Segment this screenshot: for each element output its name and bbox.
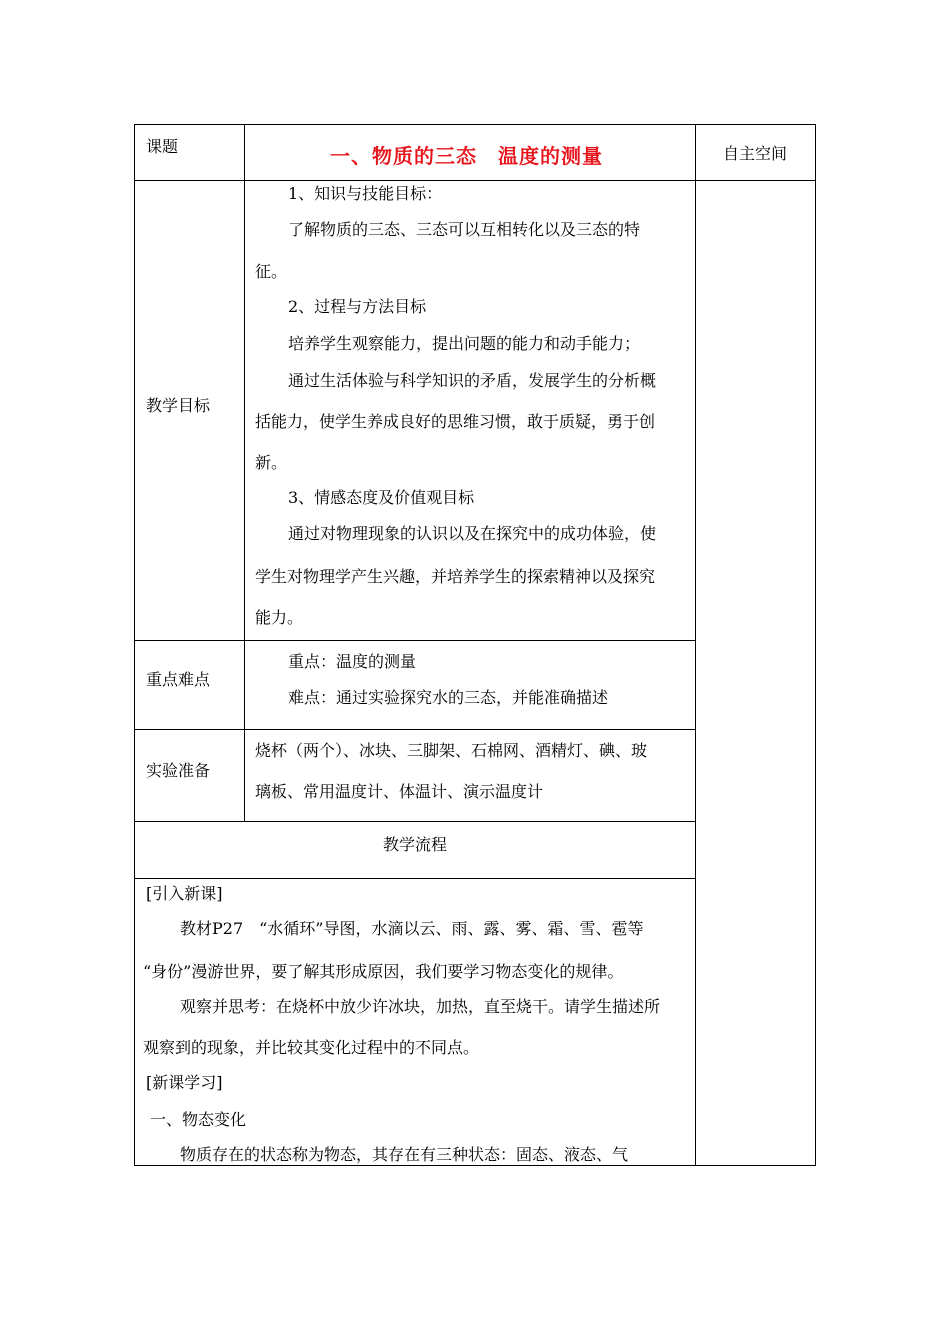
experiment-line: 烧杯（两个）、冰块、三脚架、石棉网、酒精灯、碘、玻: [255, 741, 648, 760]
row-divider-3: [134, 729, 696, 730]
objectives-line: 学生对物理学产生兴趣，并培养学生的探索精神以及探究: [255, 567, 656, 586]
process-line: 观察到的现象，并比较其变化过程中的不同点。: [143, 1038, 480, 1057]
objectives-line: 2、过程与方法目标: [288, 297, 427, 316]
topic-label: 课题: [146, 137, 179, 156]
process-line: “身份”漫游世界，要了解其形成原因，我们要学习物态变化的规律。: [143, 962, 624, 981]
experiment-line: 璃板、常用温度计、体温计、演示温度计: [255, 782, 544, 801]
process-line: 教材P27 “水循环”导图，水滴以云、雨、露、雾、霜、雪、雹等: [180, 919, 644, 938]
table-border-top: [134, 124, 816, 125]
objectives-label: 教学目标: [146, 396, 211, 415]
key-point-line: 难点：通过实验探究水的三态，并能准确描述: [288, 688, 609, 707]
table-border-bottom: [134, 1165, 816, 1166]
lesson-title: 一、物质的三态 温度的测量: [330, 144, 603, 168]
key-point-line: 重点：温度的测量: [288, 652, 417, 671]
process-heading: 教学流程: [383, 835, 448, 854]
section-intro-heading: [引入新课]: [146, 884, 223, 903]
objectives-line: 3、情感态度及价值观目标: [288, 488, 475, 507]
objectives-line: 能力。: [255, 608, 304, 627]
column-divider-2: [695, 124, 696, 1166]
subsection-heading: 一、物态变化: [150, 1110, 247, 1129]
objectives-line: 征。: [255, 262, 288, 281]
process-line: 观察并思考：在烧杯中放少许冰块，加热，直至烧干。请学生描述所: [180, 997, 661, 1016]
process-line: 物质存在的状态称为物态，其存在有三种状态：固态、液态、气: [180, 1145, 629, 1164]
row-divider-4: [134, 821, 696, 822]
objectives-line: 1、知识与技能目标：: [288, 184, 443, 203]
objectives-line: 了解物质的三态、三态可以互相转化以及三态的特: [288, 220, 641, 239]
key-points-label: 重点难点: [146, 670, 211, 689]
table-border-left: [134, 124, 135, 1166]
self-space-label: 自主空间: [723, 144, 788, 163]
row-divider-1: [134, 180, 816, 181]
objectives-line: 通过生活体验与科学知识的矛盾，发展学生的分析概: [288, 371, 657, 390]
experiment-label: 实验准备: [146, 761, 211, 780]
objectives-line: 通过对物理现象的认识以及在探究中的成功体验，使: [288, 524, 657, 543]
objectives-line: 新。: [255, 453, 288, 472]
table-border-right: [815, 124, 816, 1166]
row-divider-5: [134, 878, 696, 879]
row-divider-2: [134, 640, 696, 641]
section-new-heading: [新课学习]: [146, 1073, 223, 1092]
objectives-line: 培养学生观察能力，提出问题的能力和动手能力；: [288, 334, 641, 353]
objectives-line: 括能力，使学生养成良好的思维习惯，敢于质疑，勇于创: [255, 412, 656, 431]
column-divider-1: [244, 124, 245, 821]
